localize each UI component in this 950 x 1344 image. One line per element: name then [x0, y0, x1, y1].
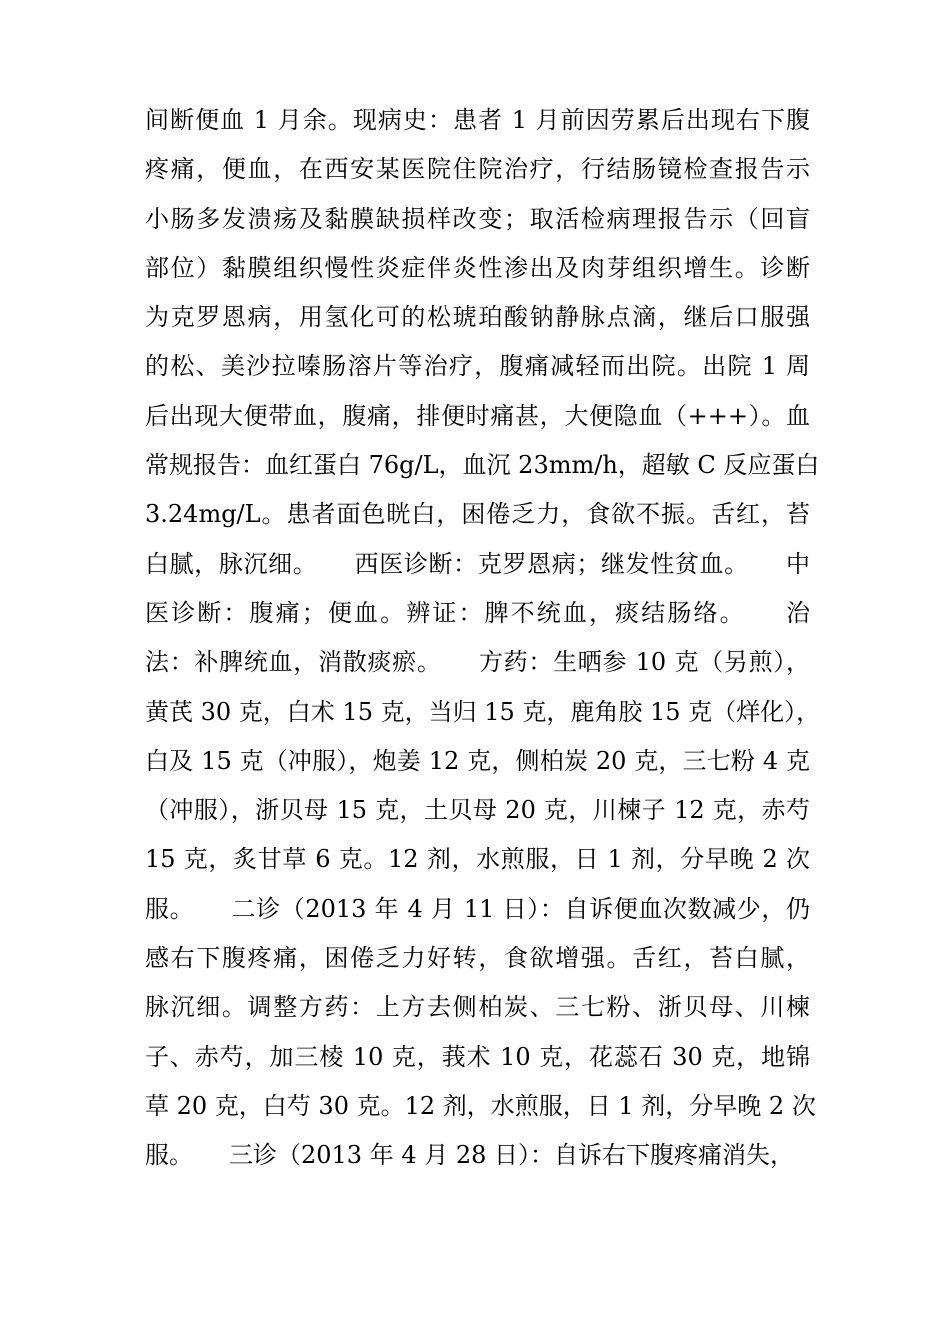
text-line-19: 脉沉细。调整方药：上方去侧柏炭、三七粉、浙贝母、川楝: [145, 993, 810, 1022]
text-line-3: 小肠多发溃疡及黏膜缺损样改变；取活检病理报告示（回盲: [145, 204, 810, 233]
text-line-17: 服。 二诊（2013 年 4 月 11 日）：自诉便血次数减少，仍: [145, 894, 810, 923]
text-line-21: 草 20 克，白芍 30 克。12 剂，水煎服，日 1 剂，分早晚 2 次: [145, 1091, 816, 1120]
text-line-9: 3.24mg/L。患者面色晄白，困倦乏力，食欲不振。舌红，苔: [145, 500, 810, 529]
text-line-11: 医诊断：腹痛；便血。辨证：脾不统血，痰结肠络。 治: [145, 598, 810, 627]
text-line-1: 间断便血 1 月余。现病史：患者 1 月前因劳累后出现右下腹: [145, 106, 810, 134]
text-line-2: 疼痛，便血，在西安某医院住院治疗，行结肠镜检查报告示: [145, 155, 810, 184]
text-line-13: 黄芪 30 克，白术 15 克，当归 15 克，鹿角胶 15 克（烊化），: [145, 697, 821, 726]
text-line-16: 15 克，炙甘草 6 克。12 剂，水煎服，日 1 剂，分早晚 2 次: [145, 845, 810, 874]
text-line-15: （冲服），浙贝母 15 克，土贝母 20 克，川楝子 12 克，赤芍: [145, 796, 810, 825]
text-line-7: 后出现大便带血，腹痛，排便时痛甚，大便隐血（+++）。血: [145, 401, 810, 430]
document-body-text: [145, 96, 821, 1181]
text-line-22: 服。 三诊（2013 年 4 月 28 日）：自诉右下腹疼痛消失，: [145, 1141, 795, 1170]
text-line-5: 为克罗恩病，用氢化可的松琥珀酸钠静脉点滴，继后口服强: [145, 303, 810, 332]
text-line-4: 部位）黏膜组织慢性炎症伴炎性渗出及肉芽组织增生。诊断: [145, 253, 810, 282]
text-line-18: 感右下腹疼痛，困倦乏力好转，食欲增强。舌红，苔白腻，: [145, 944, 810, 973]
text-line-20: 子、赤芍，加三棱 10 克，莪术 10 克，花蕊石 30 克，地锦: [145, 1042, 810, 1071]
text-line-10: 白腻，脉沉细。 西医诊断：克罗恩病；继发性贫血。 中: [145, 549, 810, 578]
text-line-6: 的松、美沙拉嗪肠溶片等治疗，腹痛减轻而出院。出院 1 周: [145, 352, 810, 381]
text-line-14: 白及 15 克（冲服），炮姜 12 克，侧柏炭 20 克，三七粉 4 克: [145, 746, 810, 775]
text-line-12: 法：补脾统血，消散痰瘀。 方药：生晒参 10 克（另煎），: [145, 648, 810, 677]
text-line-8: 常规报告：血红蛋白 76g/L，血沉 23mm/h，超敏 C 反应蛋白: [145, 451, 820, 480]
